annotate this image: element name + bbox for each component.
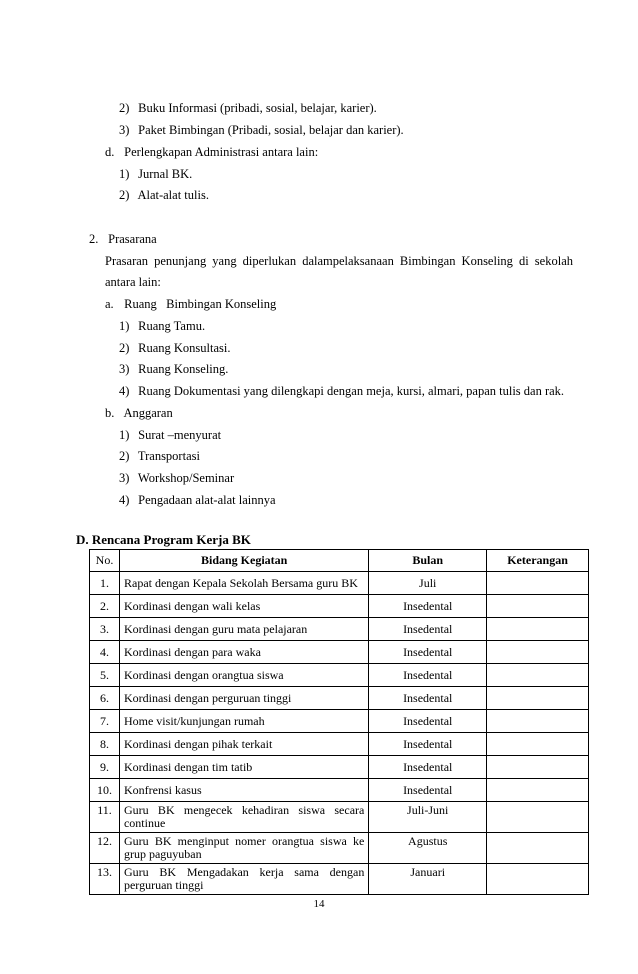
section-heading-d: D. Rencana Program Kerja BK [76, 532, 251, 547]
table-row [90, 733, 589, 756]
cell-kegiatan: Guru BK mengecek kehadiran siswa secara continue [119, 802, 368, 833]
cell-keterangan [487, 833, 589, 864]
cell-kegiatan: Guru BK Mengadakan kerja sama dengan perguruan tinggi [119, 864, 368, 895]
cell-keterangan [487, 756, 589, 779]
table-row [90, 779, 589, 802]
cell-kegiatan: Kordinasi dengan guru mata pelajaran [119, 618, 368, 641]
cell-no: 10. [90, 779, 120, 802]
cell-keterangan [487, 733, 589, 756]
table-row [90, 833, 589, 864]
cell-kegiatan: Konfrensi kasus [119, 779, 368, 802]
cell-keterangan [487, 687, 589, 710]
cell-kegiatan: Kordinasi dengan tim tatib [119, 756, 368, 779]
list-item: 1) Surat –menyurat [119, 428, 222, 442]
list-item: 1) Jurnal BK. [119, 167, 193, 181]
list-item: 2) Transportasi [119, 449, 200, 463]
list-item: 1) Ruang Tamu. [119, 319, 206, 333]
table-row [90, 664, 589, 687]
col-header-kegiatan: Bidang Kegiatan [119, 550, 368, 572]
cell-kegiatan: Kordinasi dengan para waka [119, 641, 368, 664]
cell-bulan: Juli [369, 572, 487, 595]
section-heading-prasarana: 2. Prasarana [89, 232, 157, 246]
cell-no: 7. [90, 710, 120, 733]
cell-no: 4. [90, 641, 120, 664]
cell-bulan: Insedental [369, 664, 487, 687]
list-item: 2) Buku Informasi (pribadi, sosial, belajar, karier). [119, 101, 377, 115]
list-item: 3) Workshop/Seminar [119, 471, 235, 485]
cell-bulan: Insedental [369, 756, 487, 779]
table-row [90, 864, 589, 895]
cell-bulan: Agustus [369, 833, 487, 864]
cell-keterangan [487, 864, 589, 895]
list-item: 3) Paket Bimbingan (Pribadi, sosial, belajar dan karier). [119, 123, 404, 137]
cell-no: 1. [90, 572, 120, 595]
table-row [90, 756, 589, 779]
table-row [90, 641, 589, 664]
cell-bulan: Insedental [369, 641, 487, 664]
cell-kegiatan: Home visit/kunjungan rumah [119, 710, 368, 733]
col-header-bulan: Bulan [369, 550, 487, 572]
cell-keterangan [487, 779, 589, 802]
list-item: 3) Ruang Konseling. [119, 362, 229, 376]
cell-bulan: Insedental [369, 687, 487, 710]
cell-kegiatan: Kordinasi dengan pihak terkait [119, 733, 368, 756]
cell-kegiatan: Kordinasi dengan wali kelas [119, 595, 368, 618]
cell-bulan: Januari [369, 864, 487, 895]
cell-bulan: Insedental [369, 779, 487, 802]
cell-no: 5. [90, 664, 120, 687]
cell-keterangan [487, 641, 589, 664]
program-table [89, 549, 589, 895]
cell-bulan: Insedental [369, 710, 487, 733]
paragraph-end: antara lain: [105, 275, 161, 289]
cell-keterangan [487, 595, 589, 618]
cell-bulan: Insedental [369, 733, 487, 756]
cell-no: 3. [90, 618, 120, 641]
cell-kegiatan: Guru BK menginput nomer orangtua siswa ke grup paguyuban [119, 833, 368, 864]
cell-keterangan [487, 802, 589, 833]
page-number: 14 [313, 898, 325, 910]
table-header-row [90, 550, 589, 572]
cell-bulan: Insedental [369, 595, 487, 618]
cell-no: 6. [90, 687, 120, 710]
cell-kegiatan: Rapat dengan Kepala Sekolah Bersama guru BK [119, 572, 368, 595]
cell-no: 9. [90, 756, 120, 779]
table-row [90, 572, 589, 595]
cell-bulan: Insedental [369, 618, 487, 641]
table-row [90, 687, 589, 710]
list-item: 2) Alat-alat tulis. [119, 188, 209, 202]
cell-kegiatan: Kordinasi dengan orangtua siswa [119, 664, 368, 687]
cell-no: 13. [90, 864, 120, 895]
cell-kegiatan: Kordinasi dengan perguruan tinggi [119, 687, 368, 710]
list-item: 4) Pengadaan alat-alat lainnya [119, 493, 276, 507]
table-row [90, 618, 589, 641]
cell-keterangan [487, 710, 589, 733]
table-row [90, 710, 589, 733]
list-item: 4) Ruang Dokumentasi yang dilengkapi dengan meja, kursi, almari, papan tulis dan rak. [119, 384, 565, 398]
cell-no: 2. [90, 595, 120, 618]
list-item: 2) Ruang Konsultasi. [119, 341, 231, 355]
table-row [90, 802, 589, 833]
cell-keterangan [487, 618, 589, 641]
cell-keterangan [487, 572, 589, 595]
col-header-keterangan: Keterangan [487, 550, 589, 572]
list-item: d. Perlengkapan Administrasi antara lain: [105, 145, 319, 159]
cell-keterangan [487, 664, 589, 687]
table-row [90, 595, 589, 618]
paragraph: Prasaran penunjang yang diperlukan dalampelaksanaan Bimbingan Konseling di sekolah [105, 254, 573, 268]
cell-no: 11. [90, 802, 120, 833]
col-header-no: No. [90, 550, 120, 572]
cell-no: 8. [90, 733, 120, 756]
list-item: b. Anggaran [105, 406, 173, 420]
cell-bulan: Juli-Juni [369, 802, 487, 833]
list-item: a. Ruang Bimbingan Konseling [105, 297, 277, 311]
cell-no: 12. [90, 833, 120, 864]
